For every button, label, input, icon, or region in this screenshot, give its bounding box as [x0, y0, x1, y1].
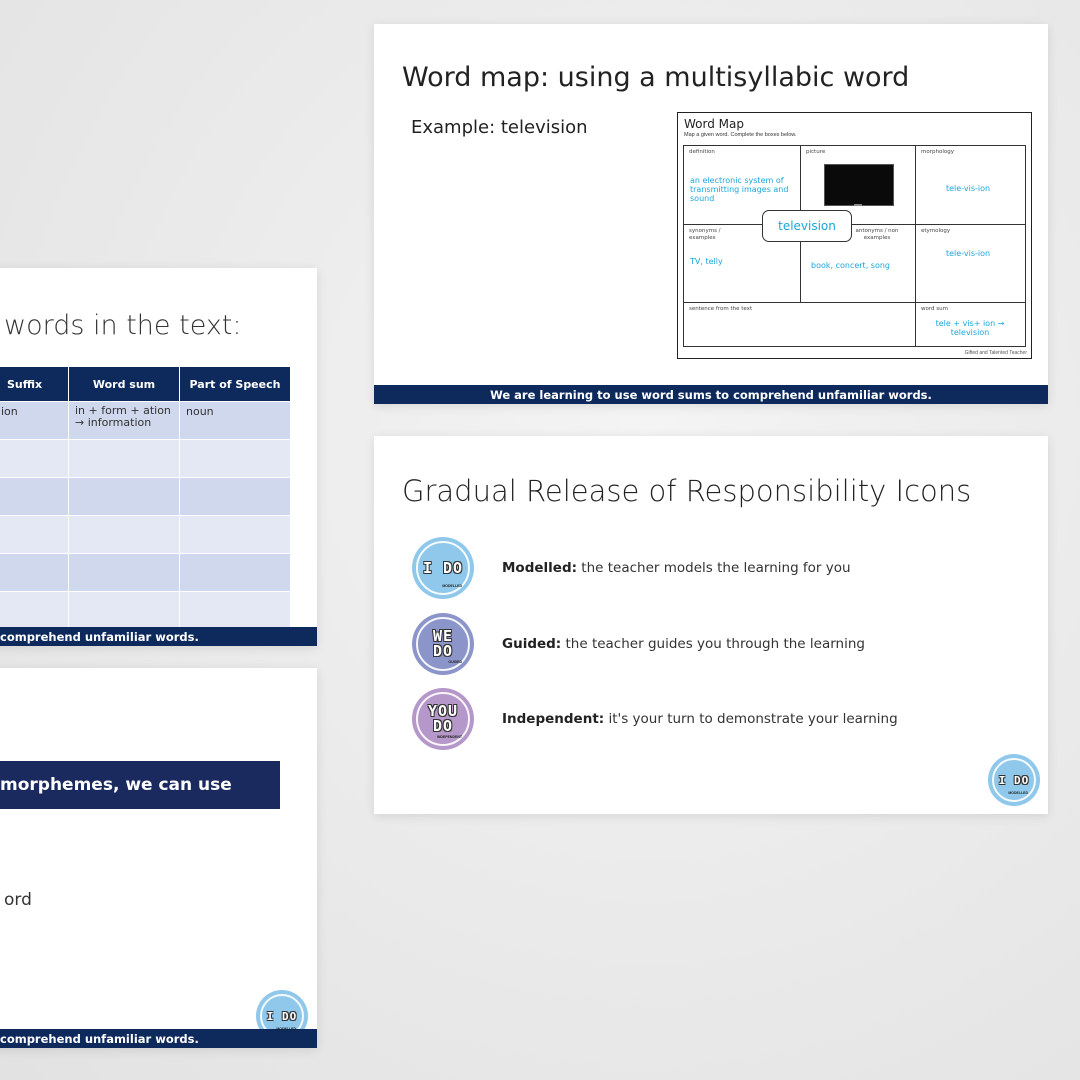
cell-word-sum: in + form + ation → information	[69, 402, 180, 440]
word-map-subtitle: Map a given word. Complete the boxes below.	[684, 132, 797, 138]
slide-morphemes	[0, 668, 317, 1048]
morphology-value: tele-vis-ion	[946, 184, 991, 193]
badge-subtext: MODELLED	[1008, 791, 1028, 795]
badge-text: I DO	[266, 1009, 298, 1023]
independent-text: it's your turn to demonstrate your learning	[604, 711, 898, 727]
table-row	[0, 440, 291, 478]
guided-label: Guided:	[502, 636, 562, 652]
independent-label: Independent:	[502, 711, 605, 727]
slide-word-table	[0, 268, 317, 646]
word-map-title: Word Map	[684, 117, 744, 131]
antonyms-value: book, concert, song	[811, 261, 890, 270]
slide-gradual-release	[374, 436, 1048, 814]
badge-text: YOU DO	[427, 702, 459, 735]
table-row	[0, 516, 291, 554]
footer-text: comprehend unfamiliar words.	[0, 1031, 199, 1046]
modelled-description	[502, 560, 851, 576]
center-word-box: television	[762, 210, 852, 242]
badge-text: I DO	[998, 773, 1030, 787]
etymology-label: etymology	[921, 228, 951, 234]
slide-title: Gradual Release of Responsibility Icons	[402, 474, 972, 508]
i-do-badge-icon	[412, 537, 474, 599]
table-row	[0, 402, 291, 440]
badge-subtext: MODELLED	[442, 584, 462, 588]
synonyms-label: synonyms / examples	[689, 228, 721, 241]
sentence-label: sentence from the text	[689, 306, 753, 312]
table-row	[0, 554, 291, 592]
header-suffix: Suffix	[0, 367, 69, 402]
body-text-fragment: ord	[4, 890, 32, 910]
we-do-badge-icon	[412, 613, 474, 675]
modelled-label: Modelled:	[502, 560, 578, 576]
sentence-cell	[683, 302, 916, 347]
i-do-row	[412, 537, 851, 599]
antonyms-label: antonyms / non examples	[855, 228, 899, 241]
word-sum-cell	[915, 302, 1026, 347]
table-row	[0, 478, 291, 516]
synonyms-value: TV, telly	[690, 257, 723, 266]
definition-value: an electronic system of transmitting images and sound	[690, 176, 789, 203]
cell-part-of-speech: noun	[180, 402, 291, 440]
slide-title: Word map: using a multisyllabic word	[402, 62, 910, 93]
table-header-row	[0, 367, 291, 402]
word-sum-label: word sum	[921, 306, 948, 312]
tv-stand	[854, 204, 862, 206]
etymology-cell	[915, 224, 1026, 303]
i-do-badge-icon	[988, 754, 1040, 806]
header-word-sum: Word sum	[69, 367, 180, 402]
word-sum-value: tele + vis+ ion → television	[935, 319, 1005, 337]
slide-word-map	[374, 24, 1048, 404]
example-text: Example: television	[411, 117, 588, 138]
badge-text: I DO	[422, 558, 464, 577]
badge-subtext: MODELLED	[276, 1027, 296, 1031]
word-map-grid	[683, 145, 1026, 347]
guided-description	[502, 636, 865, 652]
word-map-card	[677, 112, 1032, 359]
credit-text: Gifted and Talented Teacher	[964, 350, 1027, 356]
header-part-of-speech: Part of Speech	[180, 367, 291, 402]
table-row	[0, 592, 291, 630]
footer-bar	[0, 1029, 317, 1048]
badge-subtext: GUIDED	[448, 660, 462, 664]
picture-label: picture	[806, 149, 826, 155]
morphology-cell	[915, 145, 1026, 225]
morpheme-table	[0, 366, 291, 630]
etymology-value: tele-vis-ion	[946, 249, 991, 258]
you-do-badge-icon	[412, 688, 474, 750]
morphology-label: morphology	[921, 149, 954, 155]
television-icon	[824, 164, 894, 206]
footer-text: We are learning to use word sums to comprehend unfamiliar words.	[490, 387, 932, 402]
footer-bar	[374, 385, 1048, 404]
title-text: words in the text:	[4, 310, 242, 341]
independent-description	[502, 711, 898, 727]
guided-text: the teacher guides you through the learning	[561, 636, 865, 652]
definition-label: definition	[689, 149, 715, 155]
cell-suffix: ion	[0, 402, 69, 440]
slide-title	[4, 310, 317, 341]
highlight-text: morphemes, we can use	[0, 775, 232, 795]
footer-text: comprehend unfamiliar words.	[0, 629, 199, 644]
badge-subtext: INDEPENDENT	[436, 735, 462, 739]
modelled-text: the teacher models the learning for you	[577, 560, 851, 576]
i-do-corner-badge	[988, 754, 1040, 806]
badge-text: WE DO	[432, 627, 454, 660]
we-do-row	[412, 613, 865, 675]
you-do-row	[412, 688, 898, 750]
footer-bar	[0, 627, 317, 646]
highlight-box	[0, 761, 280, 809]
